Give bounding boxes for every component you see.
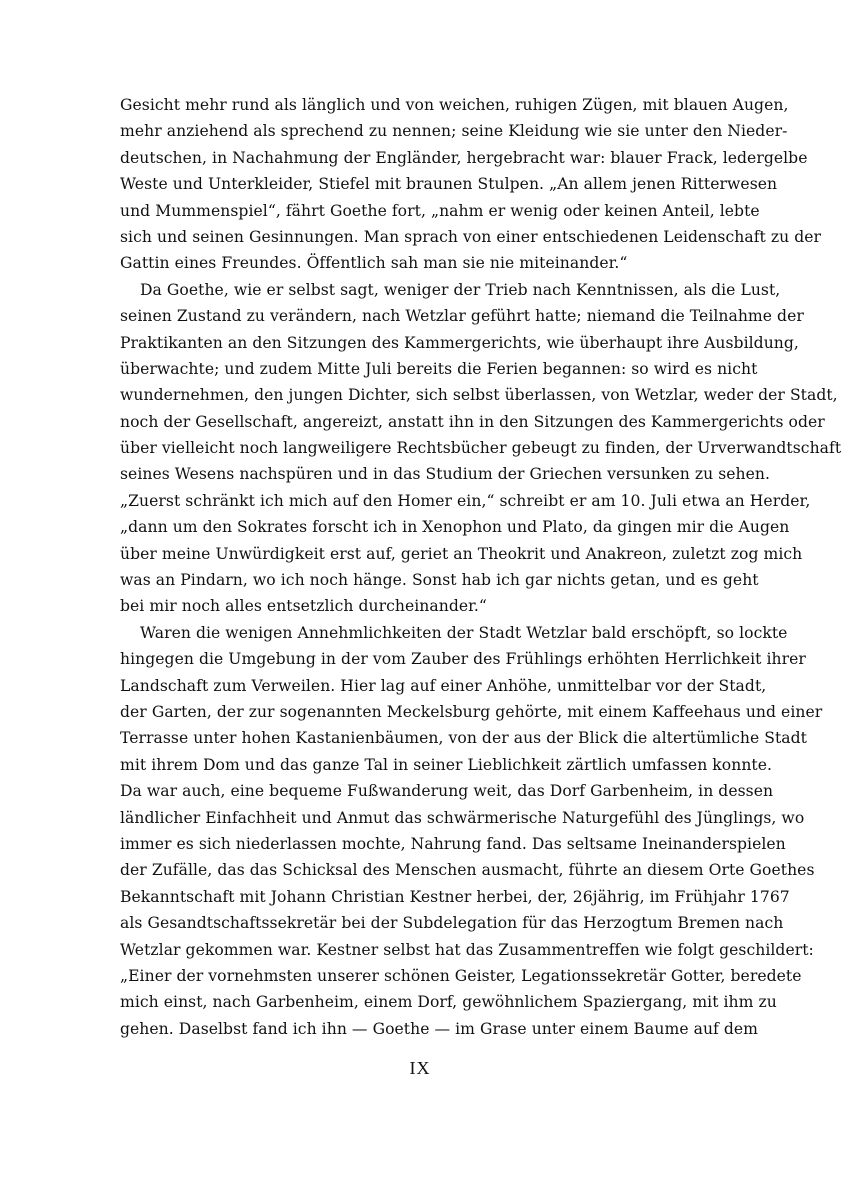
- text-line: über vielleicht noch langweiligere Rechtsbücher gebeugt zu finden, der Urverwandtschaft: [120, 439, 841, 458]
- text-line: Da war auch, eine bequeme Fußwanderung weit, das Dorf Garbenheim, in dessen: [120, 782, 774, 801]
- text-line: der Garten, der zur sogenannten Meckelsburg gehörte, mit einem Kaffeehaus und einer: [120, 702, 823, 721]
- text-line: mehr anziehend als sprechend zu nennen; seine Kleidung wie sie unter den Nieder-: [120, 122, 788, 141]
- text-line: Praktikanten an den Sitzungen des Kammergerichts, wie überhaupt ihre Ausbildung,: [120, 333, 799, 352]
- text-line: ländlicher Einfachheit und Anmut das schwärmerische Naturgefühl des Jünglings, wo: [120, 808, 805, 827]
- text-line: und Mummenspiel“, fährt Goethe fort, „nahm er wenig oder keinen Anteil, lebte: [120, 201, 760, 220]
- text-line: Terrasse unter hohen Kastanienbäumen, von der aus der Blick die altertümliche Stadt: [120, 729, 807, 748]
- text-line: deutschen, in Nachahmung der Engländer, hergebracht war: blauer Frack, ledergelbe: [120, 148, 808, 167]
- page-number: IX: [409, 1058, 431, 1078]
- text-line: über meine Unwürdigkeit erst auf, geriet an Theokrit und Anakreon, zuletzt zog mich: [120, 544, 803, 563]
- text-line: Weste und Unterkleider, Stiefel mit braunen Stulpen. „An allem jenen Ritterwesen: [120, 175, 778, 194]
- text-line: überwachte; und zudem Mitte Juli bereits die Ferien begannen: so wird es nicht: [120, 359, 758, 378]
- body-text: [120, 92, 841, 1042]
- text-line: „Zuerst schränkt ich mich auf den Homer ein,“ schreibt er am 10. Juli etwa an Herder,: [120, 491, 811, 510]
- text-line: Wetzlar gekommen war. Kestner selbst hat das Zusammentreffen wie folgt geschildert:: [120, 940, 814, 959]
- paragraph-first-line: Waren die wenigen Annehmlichkeiten der Stadt Wetzlar bald erschöpft, so lockte: [140, 623, 788, 642]
- text-line: was an Pindarn, wo ich noch hänge. Sonst hab ich gar nichts getan, und es geht: [120, 571, 759, 590]
- text-line: noch der Gesellschaft, angereizt, anstatt ihn in den Sitzungen des Kammergerichts oder: [120, 412, 825, 431]
- text-line: „dann um den Sokrates forscht ich in Xenophon und Plato, da gingen mir die Augen: [120, 518, 790, 537]
- text-line: Gesicht mehr rund als länglich und von weichen, ruhigen Zügen, mit blauen Augen,: [120, 96, 789, 114]
- text-line: Bekanntschaft mit Johann Christian Kestner herbei, der, 26jährig, im Frühjahr 1767: [120, 887, 790, 906]
- text-line: hingegen die Umgebung in der vom Zauber des Frühlings erhöhten Herrlichkeit ihrer: [120, 650, 806, 669]
- text-line: der Zufälle, das das Schicksal des Menschen ausmacht, führte an diesem Orte Goethes: [120, 861, 815, 880]
- text-line: wundernehmen, den jungen Dichter, sich selbst überlassen, von Wetzlar, weder der Stadt,: [120, 386, 838, 405]
- text-line: Gattin eines Freundes. Öffentlich sah man sie nie miteinander.“: [120, 254, 628, 273]
- text-line: mich einst, nach Garbenheim, einem Dorf, gewöhnlichem Spaziergang, mit ihm zu: [120, 993, 777, 1012]
- text-line: immer es sich niederlassen mochte, Nahrung fand. Das seltsame Ineinanderspielen: [120, 834, 786, 853]
- text-line: als Gesandtschaftssekretär bei der Subdelegation für das Herzogtum Bremen nach: [120, 914, 784, 933]
- text-line: mit ihrem Dom und das ganze Tal in seiner Lieblichkeit zärtlich umfassen konnte.: [120, 755, 773, 774]
- text-line: seinen Zustand zu verändern, nach Wetzlar geführt hatte; niemand die Teilnahme der: [120, 307, 804, 326]
- text-line: gehen. Daselbst fand ich ihn — Goethe — im Grase unter einem Baume auf dem: [120, 1019, 759, 1038]
- text-line: „Einer der vornehmsten unserer schönen Geister, Legationssekretär Gotter, beredete: [120, 966, 802, 985]
- text-line: bei mir noch alles entsetzlich durcheinander.“: [120, 597, 487, 616]
- paragraph-first-line: Da Goethe, wie er selbst sagt, weniger der Trieb nach Kenntnissen, als die Lust,: [140, 280, 781, 299]
- text-line: seines Wesens nachspüren und in das Studium der Griechen versunken zu sehen.: [120, 465, 771, 484]
- text-line: Landschaft zum Verweilen. Hier lag auf einer Anhöhe, unmittelbar vor der Stadt,: [120, 676, 767, 695]
- text-line: sich und seinen Gesinnungen. Man sprach von einer entschiedenen Leidenschaft zu der: [120, 227, 822, 246]
